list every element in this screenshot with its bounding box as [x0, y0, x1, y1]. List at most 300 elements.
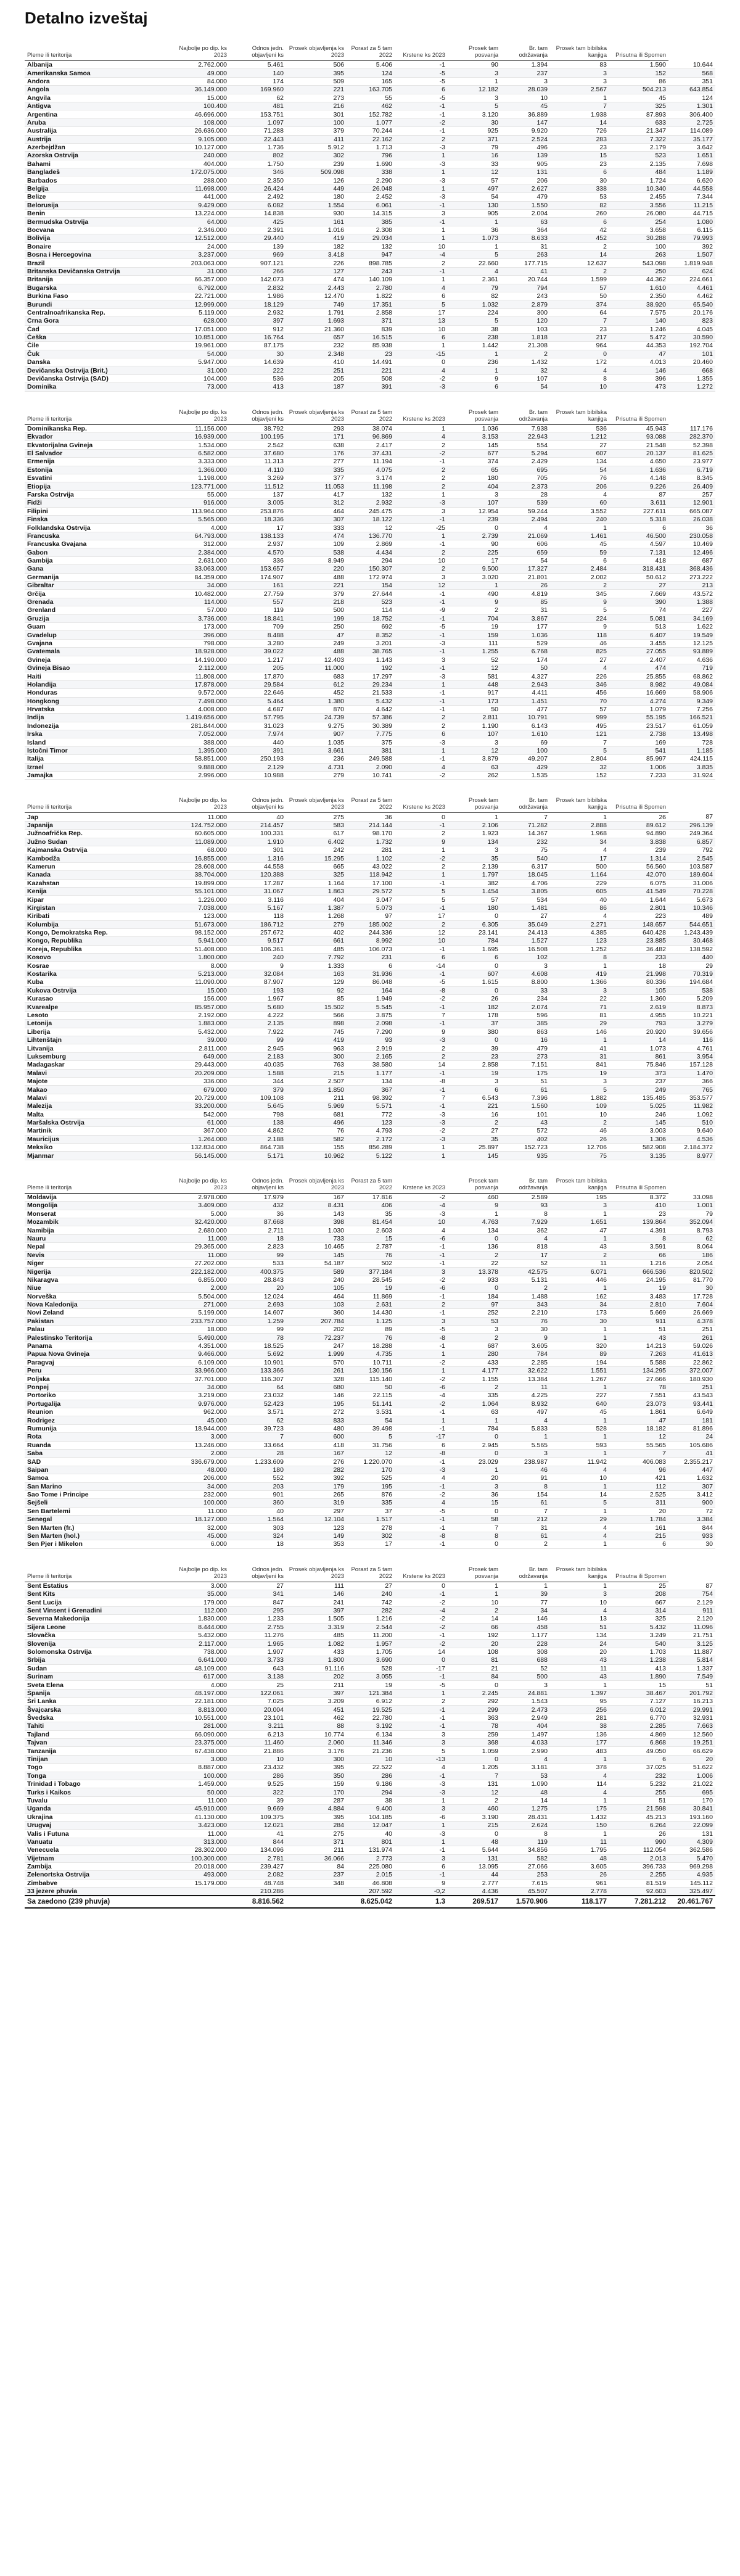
- table-cell: 186.712: [229, 920, 286, 928]
- table-cell: 46: [550, 639, 609, 647]
- table-cell: 8.444.000: [166, 1623, 229, 1631]
- column-header: Prosek tam posvanja: [448, 788, 501, 813]
- column-header: Krstene ks 2023: [395, 1558, 448, 1582]
- table-cell: 933: [448, 1276, 501, 1284]
- table-row: [25, 218, 715, 226]
- table-cell: 11.194: [347, 458, 395, 466]
- table-cell: 26: [501, 582, 550, 590]
- table-cell: 4.177: [448, 1367, 501, 1375]
- territory-name: Sent Lucija: [25, 1598, 166, 1606]
- table-cell: 82: [550, 201, 609, 209]
- table-cell: 65: [448, 466, 501, 474]
- territory-name: Tajvan: [25, 1739, 166, 1747]
- table-cell: 4.884: [286, 1805, 347, 1813]
- table-cell: 7.669: [609, 590, 668, 598]
- table-cell: 5: [395, 1747, 448, 1755]
- table-cell: 328: [286, 1375, 347, 1383]
- table-cell: 3.055: [347, 1672, 395, 1680]
- table-cell: 172.075.000: [166, 168, 229, 176]
- table-cell: 0: [448, 1755, 501, 1763]
- table-cell: 554: [501, 441, 550, 449]
- table-cell: 146: [550, 1028, 609, 1036]
- territory-name: Amerikanska Samoa: [25, 69, 166, 77]
- table-cell: 1.035: [286, 738, 347, 746]
- table-cell: 17.728: [668, 1292, 715, 1300]
- table-cell: 1.082: [286, 1640, 347, 1648]
- table-cell: 16: [448, 1110, 501, 1118]
- table-cell: 1.550: [501, 201, 550, 209]
- table-cell: 57.386: [347, 714, 395, 722]
- table-cell: 3.867: [501, 614, 550, 622]
- territory-name: Tahiti: [25, 1722, 166, 1730]
- territory-name: Ruanda: [25, 1441, 166, 1449]
- table-cell: 25: [229, 1681, 286, 1689]
- table-cell: 32: [550, 763, 609, 771]
- table-cell: 1.703: [609, 1648, 668, 1656]
- table-cell: 53: [550, 193, 609, 201]
- table-cell: -2: [395, 1358, 448, 1366]
- column-header: Odnos jedn. objavljeni ks: [229, 788, 286, 813]
- table-cell: 905: [501, 160, 550, 168]
- report-pages: [25, 36, 715, 1909]
- table-cell: 391: [347, 383, 395, 391]
- table-cell: 600: [286, 1433, 347, 1441]
- table-cell: 911: [668, 1606, 715, 1614]
- table-cell: 272: [286, 1408, 347, 1416]
- table-cell: 43: [550, 1656, 609, 1664]
- table-cell: 6.620: [668, 176, 715, 184]
- table-cell: 2.391: [229, 226, 286, 234]
- table-cell: 20: [668, 1755, 715, 1763]
- table-cell: 2: [395, 1052, 448, 1060]
- report-table-block: [25, 36, 715, 392]
- territory-name: Ekvador: [25, 433, 166, 441]
- table-cell: 206.000: [166, 1474, 229, 1482]
- territory-name: Hongkong: [25, 697, 166, 705]
- table-cell: 139: [229, 242, 286, 250]
- table-cell: 4: [448, 267, 501, 275]
- territory-name: Rota: [25, 1433, 166, 1441]
- table-cell: 353: [286, 1540, 347, 1548]
- table-cell: 5.167: [229, 904, 286, 912]
- table-row: [25, 937, 715, 945]
- table-cell: 171: [286, 433, 347, 441]
- table-cell: 4.033: [501, 1739, 550, 1747]
- table-cell: 281: [550, 1714, 609, 1722]
- table-cell: 134: [448, 838, 501, 846]
- table-cell: 13.224.000: [166, 210, 229, 218]
- table-cell: 0: [395, 813, 448, 821]
- table-cell: 1.693: [286, 317, 347, 325]
- table-row: [25, 1383, 715, 1391]
- territory-name: Malavi: [25, 1094, 166, 1102]
- table-cell: 67.438.000: [166, 1747, 229, 1755]
- table-cell: 36: [347, 813, 395, 821]
- table-cell: 3.176: [286, 1747, 347, 1755]
- table-cell: 140: [609, 317, 668, 325]
- table-cell: 39.022: [229, 648, 286, 656]
- territory-name: Britanska Devičanska Ostrvija: [25, 267, 166, 275]
- table-row: [25, 374, 715, 382]
- table-cell: 10: [550, 1110, 609, 1118]
- territory-name: Čile: [25, 342, 166, 350]
- table-cell: 17.979: [229, 1193, 286, 1201]
- table-cell: 24.000: [166, 242, 229, 250]
- table-cell: 7.127: [609, 1698, 668, 1706]
- report-table: [25, 400, 715, 780]
- table-cell: 1.275: [501, 1805, 550, 1813]
- table-cell: 5: [448, 250, 501, 258]
- territory-name: Grenland: [25, 606, 166, 614]
- total-cell: 8.625.042: [347, 1896, 395, 1908]
- table-cell: 106.361: [229, 945, 286, 953]
- table-cell: 16: [448, 152, 501, 160]
- table-cell: 446: [550, 1276, 609, 1284]
- table-cell: 23.101: [229, 1714, 286, 1722]
- table-cell: 54: [347, 1416, 395, 1424]
- table-cell: 34.856: [501, 1846, 550, 1854]
- table-row: [25, 184, 715, 192]
- table-cell: 1.097: [229, 118, 286, 126]
- table-cell: 134.096: [229, 1846, 286, 1854]
- table-cell: 299: [448, 1706, 501, 1714]
- table-cell: 15.000: [166, 986, 229, 994]
- territory-name: Sent Estatius: [25, 1582, 166, 1590]
- table-cell: 5.232: [609, 1780, 668, 1788]
- table-cell: 362.586: [668, 1846, 715, 1854]
- table-cell: 142.073: [229, 276, 286, 284]
- table-cell: 36.482: [609, 945, 668, 953]
- table-cell: 4: [550, 1606, 609, 1614]
- table-cell: 400.375: [229, 1268, 286, 1276]
- table-cell: 189.604: [668, 871, 715, 879]
- table-cell: 55.565: [609, 1441, 668, 1449]
- table-cell: 2.210: [501, 1309, 550, 1317]
- table-cell: 4: [501, 524, 550, 532]
- table-cell: 617.000: [166, 1672, 229, 1680]
- table-cell: 79.993: [668, 234, 715, 242]
- table-cell: 2.943: [501, 680, 550, 688]
- total-cell: 269.517: [448, 1896, 501, 1908]
- table-cell: 2.990: [501, 1747, 550, 1755]
- table-cell: 11.090.000: [166, 978, 229, 986]
- table-cell: 5.318: [609, 515, 668, 523]
- table-cell: 180.930: [668, 1375, 715, 1383]
- table-cell: 193.160: [668, 1813, 715, 1821]
- table-cell: 9.349: [668, 697, 715, 705]
- table-cell: 14.213: [609, 1342, 668, 1350]
- table-cell: 582: [286, 1135, 347, 1143]
- table-cell: 2.932: [229, 308, 286, 316]
- table-cell: 543.098: [609, 259, 668, 267]
- table-cell: 17.051.000: [166, 325, 229, 333]
- table-cell: 20.176: [668, 308, 715, 316]
- column-header: Krstene ks 2023: [395, 788, 448, 813]
- table-cell: 26: [448, 995, 501, 1003]
- table-cell: 2.443: [286, 284, 347, 292]
- table-row: [25, 474, 715, 482]
- table-cell: 8.793: [668, 1226, 715, 1234]
- table-cell: -6: [395, 1813, 448, 1821]
- table-cell: 7.938: [501, 424, 550, 432]
- table-cell: 0: [448, 1507, 501, 1515]
- table-cell: 12: [448, 1788, 501, 1796]
- total-cell: [166, 1896, 229, 1908]
- territory-name: Mozambik: [25, 1218, 166, 1226]
- report-table: [25, 36, 715, 392]
- territory-name: Italija: [25, 755, 166, 763]
- table-cell: 109.375: [229, 1813, 286, 1821]
- table-cell: 180: [448, 474, 501, 482]
- table-row: [25, 1606, 715, 1614]
- table-cell: 23.073: [609, 1400, 668, 1408]
- table-cell: 3.835: [668, 763, 715, 771]
- table-cell: 182: [286, 242, 347, 250]
- table-cell: -2: [395, 1276, 448, 1284]
- table-cell: 398: [286, 1218, 347, 1226]
- table-cell: 31.067: [229, 887, 286, 895]
- territory-name: Britanija: [25, 276, 166, 284]
- table-cell: 57: [448, 176, 501, 184]
- table-row: [25, 383, 715, 391]
- table-cell: 227: [550, 1392, 609, 1400]
- table-cell: 127: [286, 267, 347, 275]
- table-cell: 36: [448, 1490, 501, 1498]
- table-cell: 325: [286, 871, 347, 879]
- table-cell: 278: [347, 1524, 395, 1532]
- table-cell: 473: [609, 383, 668, 391]
- table-cell: 3: [550, 1202, 609, 1210]
- table-cell: 1: [550, 1482, 609, 1490]
- table-cell: 9: [550, 598, 609, 606]
- table-cell: 3: [395, 1805, 448, 1813]
- table-cell: 199: [286, 614, 347, 622]
- table-cell: 2.129: [668, 1598, 715, 1606]
- table-cell: 1.636: [609, 466, 668, 474]
- table-cell: 38: [347, 1796, 395, 1804]
- table-cell: 898.785: [347, 259, 395, 267]
- table-cell: 6.061: [347, 201, 395, 209]
- table-cell: 100: [609, 242, 668, 250]
- table-cell: 139.864: [609, 1218, 668, 1226]
- table-cell: 300: [286, 1052, 347, 1060]
- table-cell: 93.889: [668, 648, 715, 656]
- table-cell: 23: [550, 160, 609, 168]
- table-cell: 16.515: [347, 333, 395, 341]
- table-cell: 123.000: [166, 912, 229, 920]
- table-cell: 462: [286, 1714, 347, 1722]
- table-cell: 134.295: [609, 1367, 668, 1375]
- table-cell: 21.022: [668, 1780, 715, 1788]
- table-cell: 11.698.000: [166, 184, 229, 192]
- table-cell: 12.182: [448, 86, 501, 94]
- table-cell: 14.430: [347, 1309, 395, 1317]
- table-cell: 18.525: [229, 1342, 286, 1350]
- territory-name: Sen Pjer i Mikelon: [25, 1540, 166, 1548]
- table-row: [25, 1764, 715, 1772]
- table-cell: 26: [550, 1135, 609, 1143]
- table-cell: 917: [448, 689, 501, 697]
- table-cell: 29.365.000: [166, 1243, 229, 1251]
- table-cell: 154: [501, 1490, 550, 1498]
- territory-name: Rumunija: [25, 1424, 166, 1432]
- table-cell: 61.059: [668, 722, 715, 730]
- table-cell: 18.841: [229, 614, 286, 622]
- table-cell: 4.461: [668, 284, 715, 292]
- table-cell: 23: [609, 1210, 668, 1218]
- table-cell: 506: [286, 61, 347, 69]
- table-cell: 38.792: [229, 424, 286, 432]
- table-cell: -5: [395, 1326, 448, 1334]
- table-cell: 3.552: [550, 507, 609, 515]
- territory-name: Gruzija: [25, 614, 166, 622]
- table-cell: 28: [501, 490, 550, 498]
- table-cell: 17: [501, 1251, 550, 1259]
- territory-name: Kuba: [25, 978, 166, 986]
- table-row: [25, 366, 715, 374]
- table-row: [25, 1813, 715, 1821]
- table-cell: 536: [229, 374, 286, 382]
- table-cell: 1.590: [609, 61, 668, 69]
- table-cell: 48: [550, 1854, 609, 1862]
- table-row: [25, 928, 715, 936]
- table-cell: 6: [448, 383, 501, 391]
- table-cell: 147: [501, 118, 550, 126]
- table-cell: 1: [448, 77, 501, 85]
- table-cell: 178: [448, 1011, 501, 1019]
- table-cell: 493.000: [166, 1871, 229, 1879]
- table-cell: 3.000: [166, 1755, 229, 1763]
- table-cell: 901: [229, 1490, 286, 1498]
- table-cell: 1: [448, 350, 501, 358]
- territory-name: Surinam: [25, 1672, 166, 1680]
- table-cell: -1: [395, 755, 448, 763]
- table-cell: 5.131: [501, 1276, 550, 1284]
- table-cell: 433: [286, 1648, 347, 1656]
- table-cell: 2: [395, 466, 448, 474]
- table-cell: 1: [550, 962, 609, 970]
- territory-name: Šri Lanka: [25, 1698, 166, 1706]
- table-cell: 51: [609, 1326, 668, 1334]
- table-cell: 20.137: [609, 449, 668, 457]
- table-cell: 1.883.000: [166, 1020, 229, 1028]
- table-cell: 424.115: [668, 755, 715, 763]
- table-cell: 4.706: [501, 879, 550, 887]
- table-cell: 5.545: [347, 1003, 395, 1011]
- table-cell: 2.015: [347, 1871, 395, 1879]
- table-cell: 13: [550, 1615, 609, 1623]
- column-header: Prosek objavljenja ks 2023: [286, 400, 347, 425]
- table-cell: -1: [395, 1714, 448, 1722]
- table-cell: 225.080: [347, 1862, 395, 1870]
- table-cell: 33.664: [229, 1441, 286, 1449]
- column-header: Najbolje po dip. ks 2023: [166, 36, 229, 61]
- table-cell: 538: [668, 986, 715, 994]
- table-cell: 34: [550, 838, 609, 846]
- table-cell: 13.095: [448, 1862, 501, 1870]
- table-row: [25, 1152, 715, 1160]
- table-cell: 5.472: [609, 333, 668, 341]
- table-row: [25, 490, 715, 498]
- table-cell: 2.524: [501, 135, 550, 143]
- table-cell: 3.116: [229, 896, 286, 904]
- territory-name: Palau: [25, 1326, 166, 1334]
- table-row: [25, 582, 715, 590]
- table-cell: 1.551: [550, 1367, 609, 1375]
- table-cell: 24.413: [501, 928, 550, 936]
- table-cell: 18.122: [347, 515, 395, 523]
- table-cell: 4: [550, 366, 609, 374]
- table-cell: 3.000: [166, 1582, 229, 1590]
- table-cell: -6: [395, 1284, 448, 1292]
- table-cell: 2.624: [501, 1821, 550, 1829]
- table-row: [25, 821, 715, 829]
- table-cell: 1: [395, 1796, 448, 1804]
- table-cell: 85.938: [347, 342, 395, 350]
- table-cell: 5: [550, 746, 609, 754]
- table-cell: 6.305: [448, 920, 501, 928]
- table-cell: 131: [668, 1830, 715, 1838]
- table-cell: 194.684: [668, 978, 715, 986]
- table-cell: -3: [395, 1466, 448, 1474]
- table-cell: 508: [347, 374, 395, 382]
- table-cell: 29.572: [347, 887, 395, 895]
- table-cell: 346: [229, 168, 286, 176]
- table-cell: 325: [609, 1615, 668, 1623]
- table-cell: 8.488: [229, 631, 286, 639]
- table-cell: 1.366.000: [166, 466, 229, 474]
- table-cell: 11.346: [347, 1739, 395, 1747]
- table-cell: 1.189: [668, 168, 715, 176]
- table-cell: 500: [286, 606, 347, 614]
- table-cell: 1.797: [448, 871, 501, 879]
- table-cell: 1.314: [609, 854, 668, 862]
- table-cell: 271.000: [166, 1300, 229, 1308]
- table-cell: 114: [550, 1780, 609, 1788]
- table-cell: 1.957: [347, 1640, 395, 1648]
- table-row: [25, 887, 715, 895]
- territory-name: Crna Gora: [25, 317, 166, 325]
- table-cell: 18.752: [347, 614, 395, 622]
- table-cell: 462: [347, 102, 395, 110]
- territory-name: Gambija: [25, 556, 166, 564]
- table-cell: 2.780: [347, 284, 395, 292]
- table-cell: 49.000: [166, 69, 229, 77]
- table-cell: 222: [229, 366, 286, 374]
- table-cell: 37.701.000: [166, 1375, 229, 1383]
- table-cell: 4: [395, 284, 448, 292]
- table-cell: 29.991: [668, 1706, 715, 1714]
- table-cell: 640: [550, 1400, 609, 1408]
- table-cell: 7.929: [501, 1218, 550, 1226]
- table-row: [25, 763, 715, 771]
- table-cell: 364: [501, 226, 550, 234]
- table-cell: 3: [501, 962, 550, 970]
- table-cell: 1.102: [347, 854, 395, 862]
- table-cell: 10: [501, 94, 550, 102]
- table-cell: 2.494: [501, 515, 550, 523]
- table-cell: 3.879: [448, 755, 501, 763]
- table-cell: 1.306: [609, 1135, 668, 1143]
- table-cell: 6.719: [668, 466, 715, 474]
- table-cell: 134: [347, 1077, 395, 1085]
- table-cell: 150.307: [347, 565, 395, 573]
- table-row: [25, 1326, 715, 1334]
- table-cell: 222.182.000: [166, 1268, 229, 1276]
- table-cell: 4.351.000: [166, 1342, 229, 1350]
- table-cell: 448: [448, 680, 501, 688]
- table-cell: 1.830.000: [166, 1615, 229, 1623]
